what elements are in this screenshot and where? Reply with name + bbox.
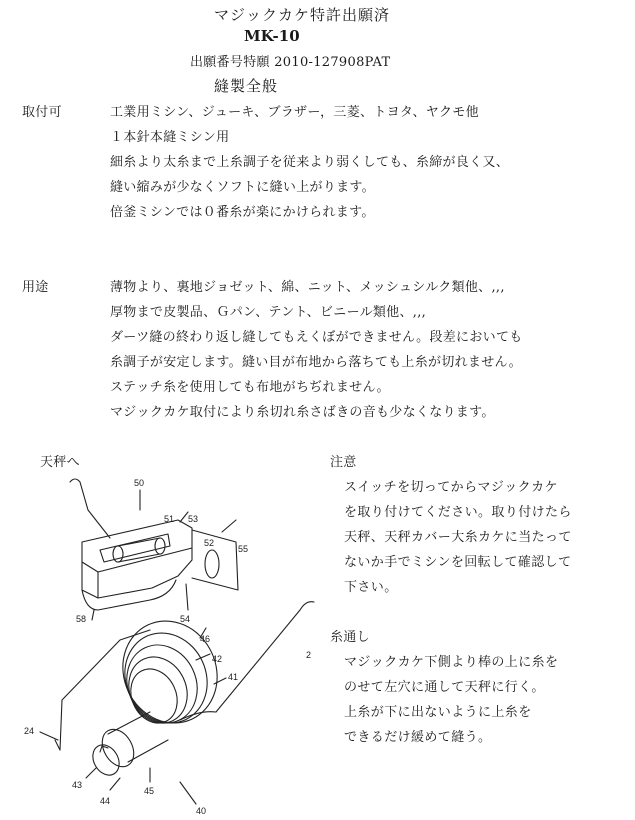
threading-line: のせて左穴に通して天秤に行く。 [344, 680, 545, 695]
compatibility-line: 縫い縮みが少なくソフトに縫い上がります。 [110, 180, 375, 195]
threading-line: できるだけ緩めて縫う。 [344, 730, 492, 745]
part-number-label: 40 [196, 806, 207, 816]
threading-line: マジックカケ下側より棒の上に糸を [344, 655, 559, 670]
part-number-label: 44 [100, 796, 111, 806]
part-number-label: 54 [180, 614, 191, 624]
usage-line: 薄物より、裏地ジョゼット、綿、ニット、メッシュシルク類他、,,, [110, 280, 505, 295]
part-number-label: 51 [164, 514, 175, 524]
part-number-label: 45 [144, 786, 155, 796]
compatibility-line: 工業用ミシン、ジューキ、ブラザー，三菱、トヨタ、ヤクモ他 [110, 105, 479, 120]
product-name: マジックカケ特許出願済 [214, 6, 391, 24]
caution-label: 注意 [330, 455, 357, 470]
application-number: 出願番号特願 2010-127908PAT [190, 55, 391, 70]
part-number-label: 24 [24, 726, 35, 736]
usage-line: 糸調子が安定します。縫い目が布地から落ちても上糸が切れません。 [110, 355, 522, 370]
part-number-label: 42 [212, 654, 223, 664]
part-number-label: 55 [238, 544, 249, 554]
caution-line: 下さい。 [344, 580, 398, 595]
usage-line: ステッチ糸を使用しても布地がちぢれません。 [110, 380, 390, 395]
compatibility-label: 取付可 [22, 105, 62, 120]
caution-line: 天秤、天秤カバー大糸カケに当たって [344, 530, 572, 545]
usage-line: 厚物まで皮製品、Ｇパン、テント、ビニール類他、,,, [110, 305, 427, 320]
usage-label: 用途 [22, 280, 49, 295]
thread-tension-diagram [0, 450, 330, 820]
part-number-label: 2 [306, 650, 312, 660]
compatibility-line: 倍釜ミシンでは０番糸が楽にかけられます。 [110, 205, 375, 220]
caution-line: を取り付けてください。取り付けたら [344, 505, 572, 520]
caution-line: スイッチを切ってからマジックカケ [344, 480, 558, 495]
diagram-top-label: 天秤へ [40, 455, 80, 470]
part-number-label: 43 [72, 780, 83, 790]
part-number-label: 52 [204, 538, 215, 548]
usage-line: ダーツ縫の終わり返し縫してもえくぼができません。段差においても [110, 330, 523, 345]
compatibility-line: １本針本縫ミシン用 [110, 130, 230, 145]
caution-line: ないか手でミシンを回転して確認して [344, 555, 572, 570]
part-number-label: 53 [188, 514, 199, 524]
part-number-label: 41 [228, 672, 239, 682]
compatibility-line: 細糸より太糸まで上糸調子を従来より弱くしても、糸締が良く又、 [110, 155, 510, 170]
part-number-label: 50 [134, 478, 145, 488]
threading-line: 上糸が下に出ないように上糸を [344, 705, 532, 720]
threading-label: 糸通し [330, 630, 370, 645]
model-number: MK-10 [244, 27, 300, 45]
part-number-label: 46 [200, 634, 211, 644]
part-number-label: 58 [76, 614, 87, 624]
category: 縫製全般 [214, 77, 279, 95]
usage-line: マジックカケ取付により糸切れ糸さばきの音も少なくなります。 [110, 405, 495, 420]
